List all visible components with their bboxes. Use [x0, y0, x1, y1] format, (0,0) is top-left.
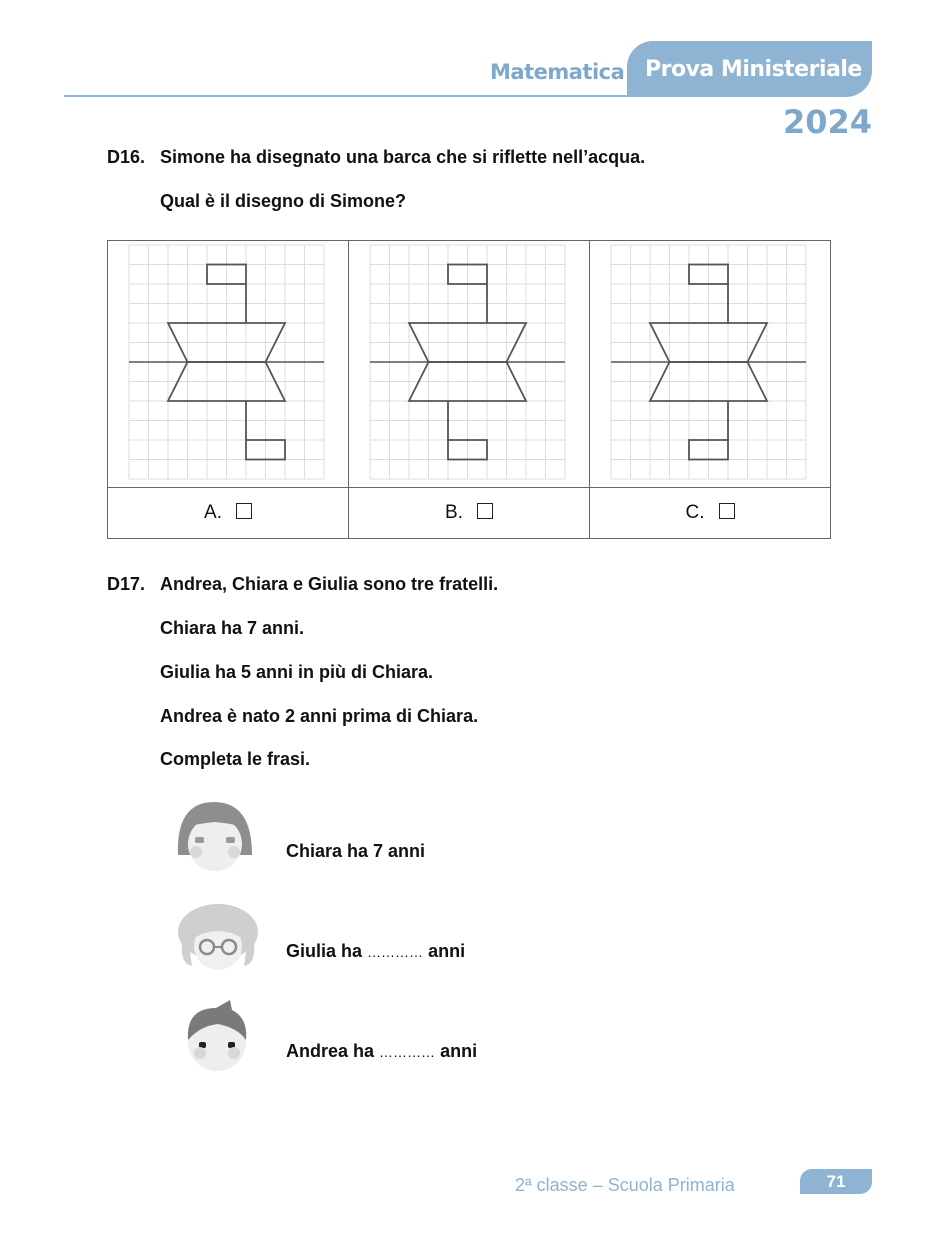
header-year: 2024 [782, 103, 872, 141]
option-a[interactable] [108, 488, 349, 539]
answer-giulia-blank[interactable]: ………… [367, 944, 424, 960]
d16-number: D16. [107, 147, 146, 167]
answer-andrea-blank[interactable]: ………… [379, 1044, 436, 1060]
option-c-checkbox[interactable] [719, 503, 735, 519]
d17-line: Giulia ha 5 anni in più di Chiara. [160, 662, 434, 682]
chiara-face-icon [176, 800, 256, 872]
option-c-label: C. [685, 502, 705, 523]
figure-c [590, 241, 831, 488]
answer-andrea-prefix: Andrea ha [286, 1041, 375, 1061]
header-tab-label: Prova Ministeriale [645, 57, 862, 82]
boat-figure-b [349, 241, 589, 482]
answer-giulia [286, 941, 465, 962]
answer-andrea-suffix: anni [440, 1041, 478, 1061]
d17-line: Andrea, Chiara e Giulia sono tre fratelli. [160, 574, 499, 594]
options-table [107, 240, 831, 539]
option-b-label: B. [445, 502, 463, 523]
d17-line: Chiara ha 7 anni. [160, 618, 305, 638]
page-number: 71 [800, 1169, 872, 1194]
footer-text: 2ª classe – Scuola Primaria [515, 1175, 735, 1195]
d17-number: D17. [107, 574, 146, 594]
subject-title: Matematica [490, 60, 625, 84]
option-c[interactable] [590, 488, 831, 539]
answer-giulia-prefix: Giulia ha [286, 941, 363, 961]
header-tab [627, 41, 872, 97]
answer-andrea [286, 1041, 477, 1062]
answer-giulia-suffix: anni [428, 941, 466, 961]
header-rule [64, 95, 644, 97]
answer-chiara [286, 841, 425, 862]
giulia-face-icon [176, 902, 260, 972]
figure-b [349, 241, 590, 488]
boat-figure-c [590, 241, 830, 482]
option-a-checkbox[interactable] [236, 503, 252, 519]
d16-question: Qual è il disegno di Simone? [160, 191, 407, 211]
option-b-checkbox[interactable] [477, 503, 493, 519]
andrea-face-icon [182, 998, 252, 1072]
option-a-label: A. [204, 502, 222, 523]
option-b[interactable] [349, 488, 590, 539]
d17-line: Andrea è nato 2 anni prima di Chiara. [160, 706, 479, 726]
d17-line: Completa le frasi. [160, 749, 311, 769]
d16-text: Simone ha disegnato una barca che si riflette nell’acqua. [160, 147, 646, 167]
boat-figure-a [108, 241, 348, 482]
answer-chiara-text: Chiara ha 7 anni [286, 841, 426, 861]
figure-a [108, 241, 349, 488]
